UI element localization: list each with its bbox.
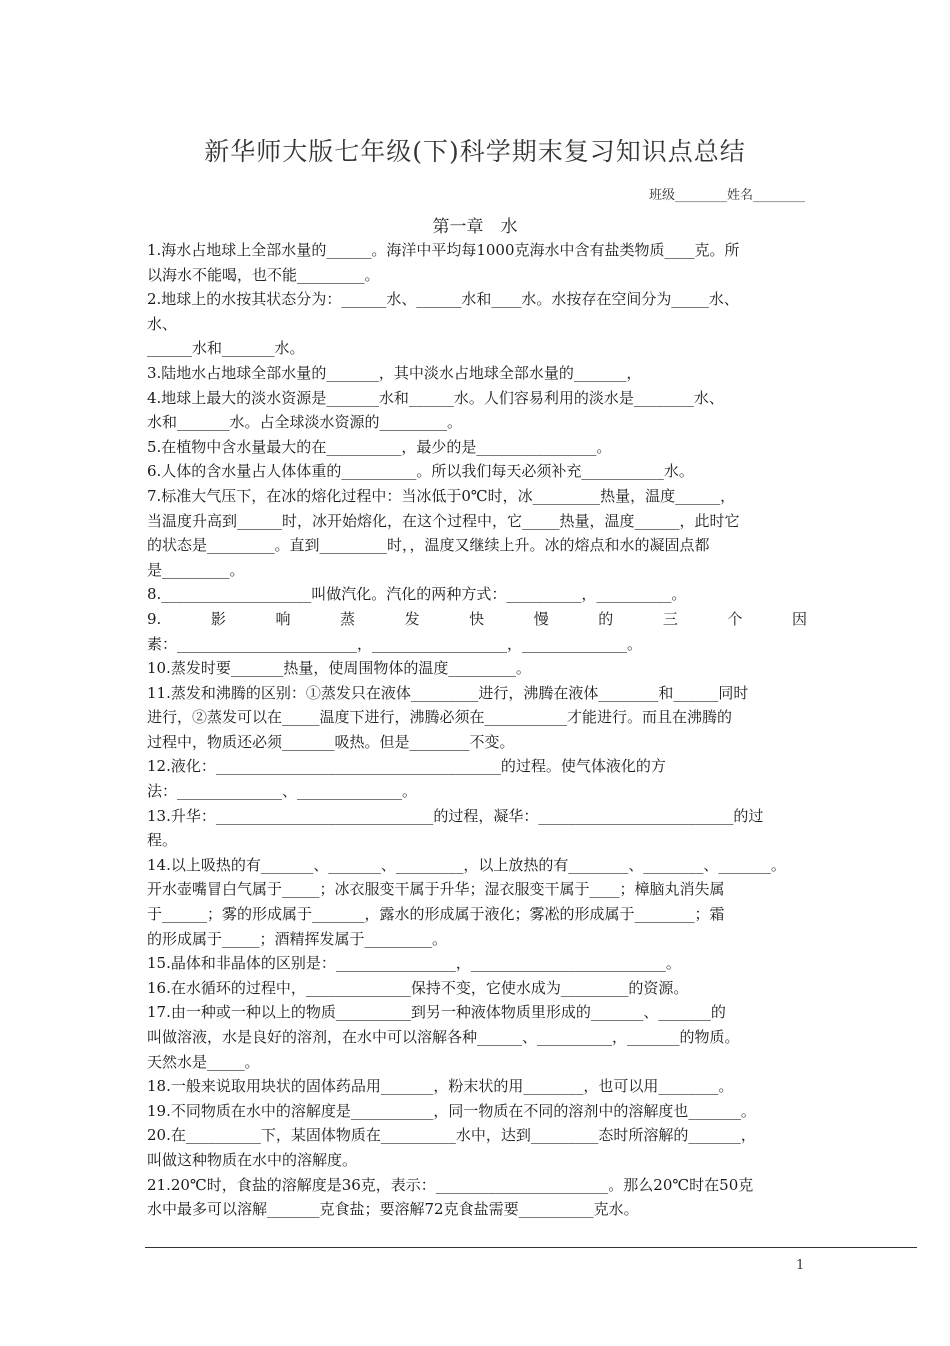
- question-line: 于______；雾的形成属于_______，露水的形成属于液化；雾凇的形成属于________；霜: [147, 905, 725, 924]
- question-line: 20.在__________下，某固体物质在__________水中，达到_________态时所溶解的_______，: [147, 1126, 756, 1145]
- question-line: 8.____________________叫做汽化。汽化的两种方式：__________，__________。: [147, 585, 687, 604]
- question-line: 过程中，物质还必须_______吸热。但是________不变。: [147, 732, 515, 751]
- question-line: 14.以上吸热的有_______、_______、_________，以上放热的有________、________、_______。: [147, 855, 786, 874]
- question-line: 10.蒸发时要_______热量，使周围物体的温度_________。: [147, 659, 531, 678]
- question-line: 21.20℃时，食盐的溶解度是36克，表示：_______________________。那么20℃时在50克: [147, 1175, 754, 1194]
- question-line: 5.在植物中含水量最大的在__________，最少的是________________。: [147, 437, 612, 456]
- question-line: 2.地球上的水按其状态分为：______水、______水和____水。水按存在空间分为_____水、: [147, 290, 739, 309]
- question-line: 天然水是_____。: [147, 1052, 260, 1071]
- question-line: 18.一般来说取用块状的固体药品用_______，粉末状的用________，也可以用________。: [147, 1077, 734, 1096]
- chapter-heading: 第一章 水: [432, 217, 518, 237]
- question-line: 叫做这种物质在水中的溶解度。: [147, 1150, 358, 1169]
- question-line: 水、: [147, 314, 178, 333]
- question-line: 4.地球上最大的淡水资源是_______水和______水。人们容易利用的淡水是________水、: [147, 388, 724, 407]
- question-line: 法：______________、______________。: [147, 782, 418, 801]
- question-line: 素：________________________，__________________，______________。: [147, 634, 643, 653]
- question-line: ______水和_______水。: [147, 339, 305, 358]
- question-line: 以海水不能喝，也不能_________。: [147, 265, 380, 284]
- question-line: 开水壶嘴冒白气属于_____；冰衣服变干属于升华；湿衣服变干属于____；樟脑丸消失属: [147, 880, 725, 899]
- question-line: 6.人体的含水量占人体体重的__________。所以我们每天必须补充___________水。: [147, 462, 694, 481]
- question-line: 16.在水循环的过程中，______________保持不变，它使水成为_________的资源。: [147, 978, 689, 997]
- question-line: 1.海水占地球上全部水量的______。海洋中平均每1000克海水中含有盐类物质____克。所: [147, 241, 740, 259]
- question-line: 当温度升高到______时，冰开始熔化，在这个过程中，它_____热量，温度______，此时它: [147, 511, 740, 530]
- footer-divider: [145, 1247, 917, 1248]
- question-line: 12.液化：______________________________________的过程。使气体液化的方: [147, 757, 666, 776]
- question-list: [147, 238, 807, 1222]
- question-line: 17.由一种或一种以上的物质__________到另一种液体物质里形成的_______、_______的: [147, 1003, 726, 1022]
- question-line: 的形成属于_____；酒精挥发属于_________。: [147, 929, 448, 948]
- document-title: 新华师大版七年级(下)科学期末复习知识点总结: [204, 137, 746, 166]
- question-line: 19.不同物质在水中的溶解度是___________，同一物质在不同的溶剂中的溶解度也_______。: [147, 1101, 756, 1120]
- question-line: 水和_______水。占全球淡水资源的_________。: [147, 413, 463, 432]
- question-line: 13.升华：_____________________________的过程，凝华：__________________________的过: [147, 806, 764, 825]
- question-line: 15.晶体和非晶体的区别是：________________，__________________________。: [147, 954, 681, 973]
- question-line: 的状态是_________。直到_________时，，温度又继续上升。冰的熔点和水的凝固点都: [147, 536, 710, 555]
- question-line: 3.陆地水占地球全部水量的_______，其中淡水占地球全部水量的_______，: [147, 363, 642, 382]
- question-line: 叫做溶液，水是良好的溶剂，在水中可以溶解各种______、__________，_______的物质。: [147, 1028, 740, 1046]
- page-number: 1: [796, 1258, 805, 1273]
- question-line: 程。: [147, 831, 178, 850]
- question-line: 9. 影 响 蒸 发 快 慢 的 三 个 因: [147, 609, 807, 628]
- question-line: 11.蒸发和沸腾的区别：①蒸发只在液体_________进行，沸腾在液体________和______同时: [147, 683, 749, 702]
- question-line: 7.标准大气压下，在冰的熔化过程中：当冰低于0℃时，冰_________热量，温度______，: [147, 486, 736, 505]
- question-line: 水中最多可以溶解_______克食盐；要溶解72克食盐需要__________克水。: [147, 1200, 639, 1219]
- question-line: 进行，②蒸发可以在_____温度下进行，沸腾必须在___________才能进行。而且在沸腾的: [147, 708, 733, 727]
- question-line: 是_________。: [147, 560, 245, 579]
- class-name-fields: 班级________姓名________: [648, 188, 805, 203]
